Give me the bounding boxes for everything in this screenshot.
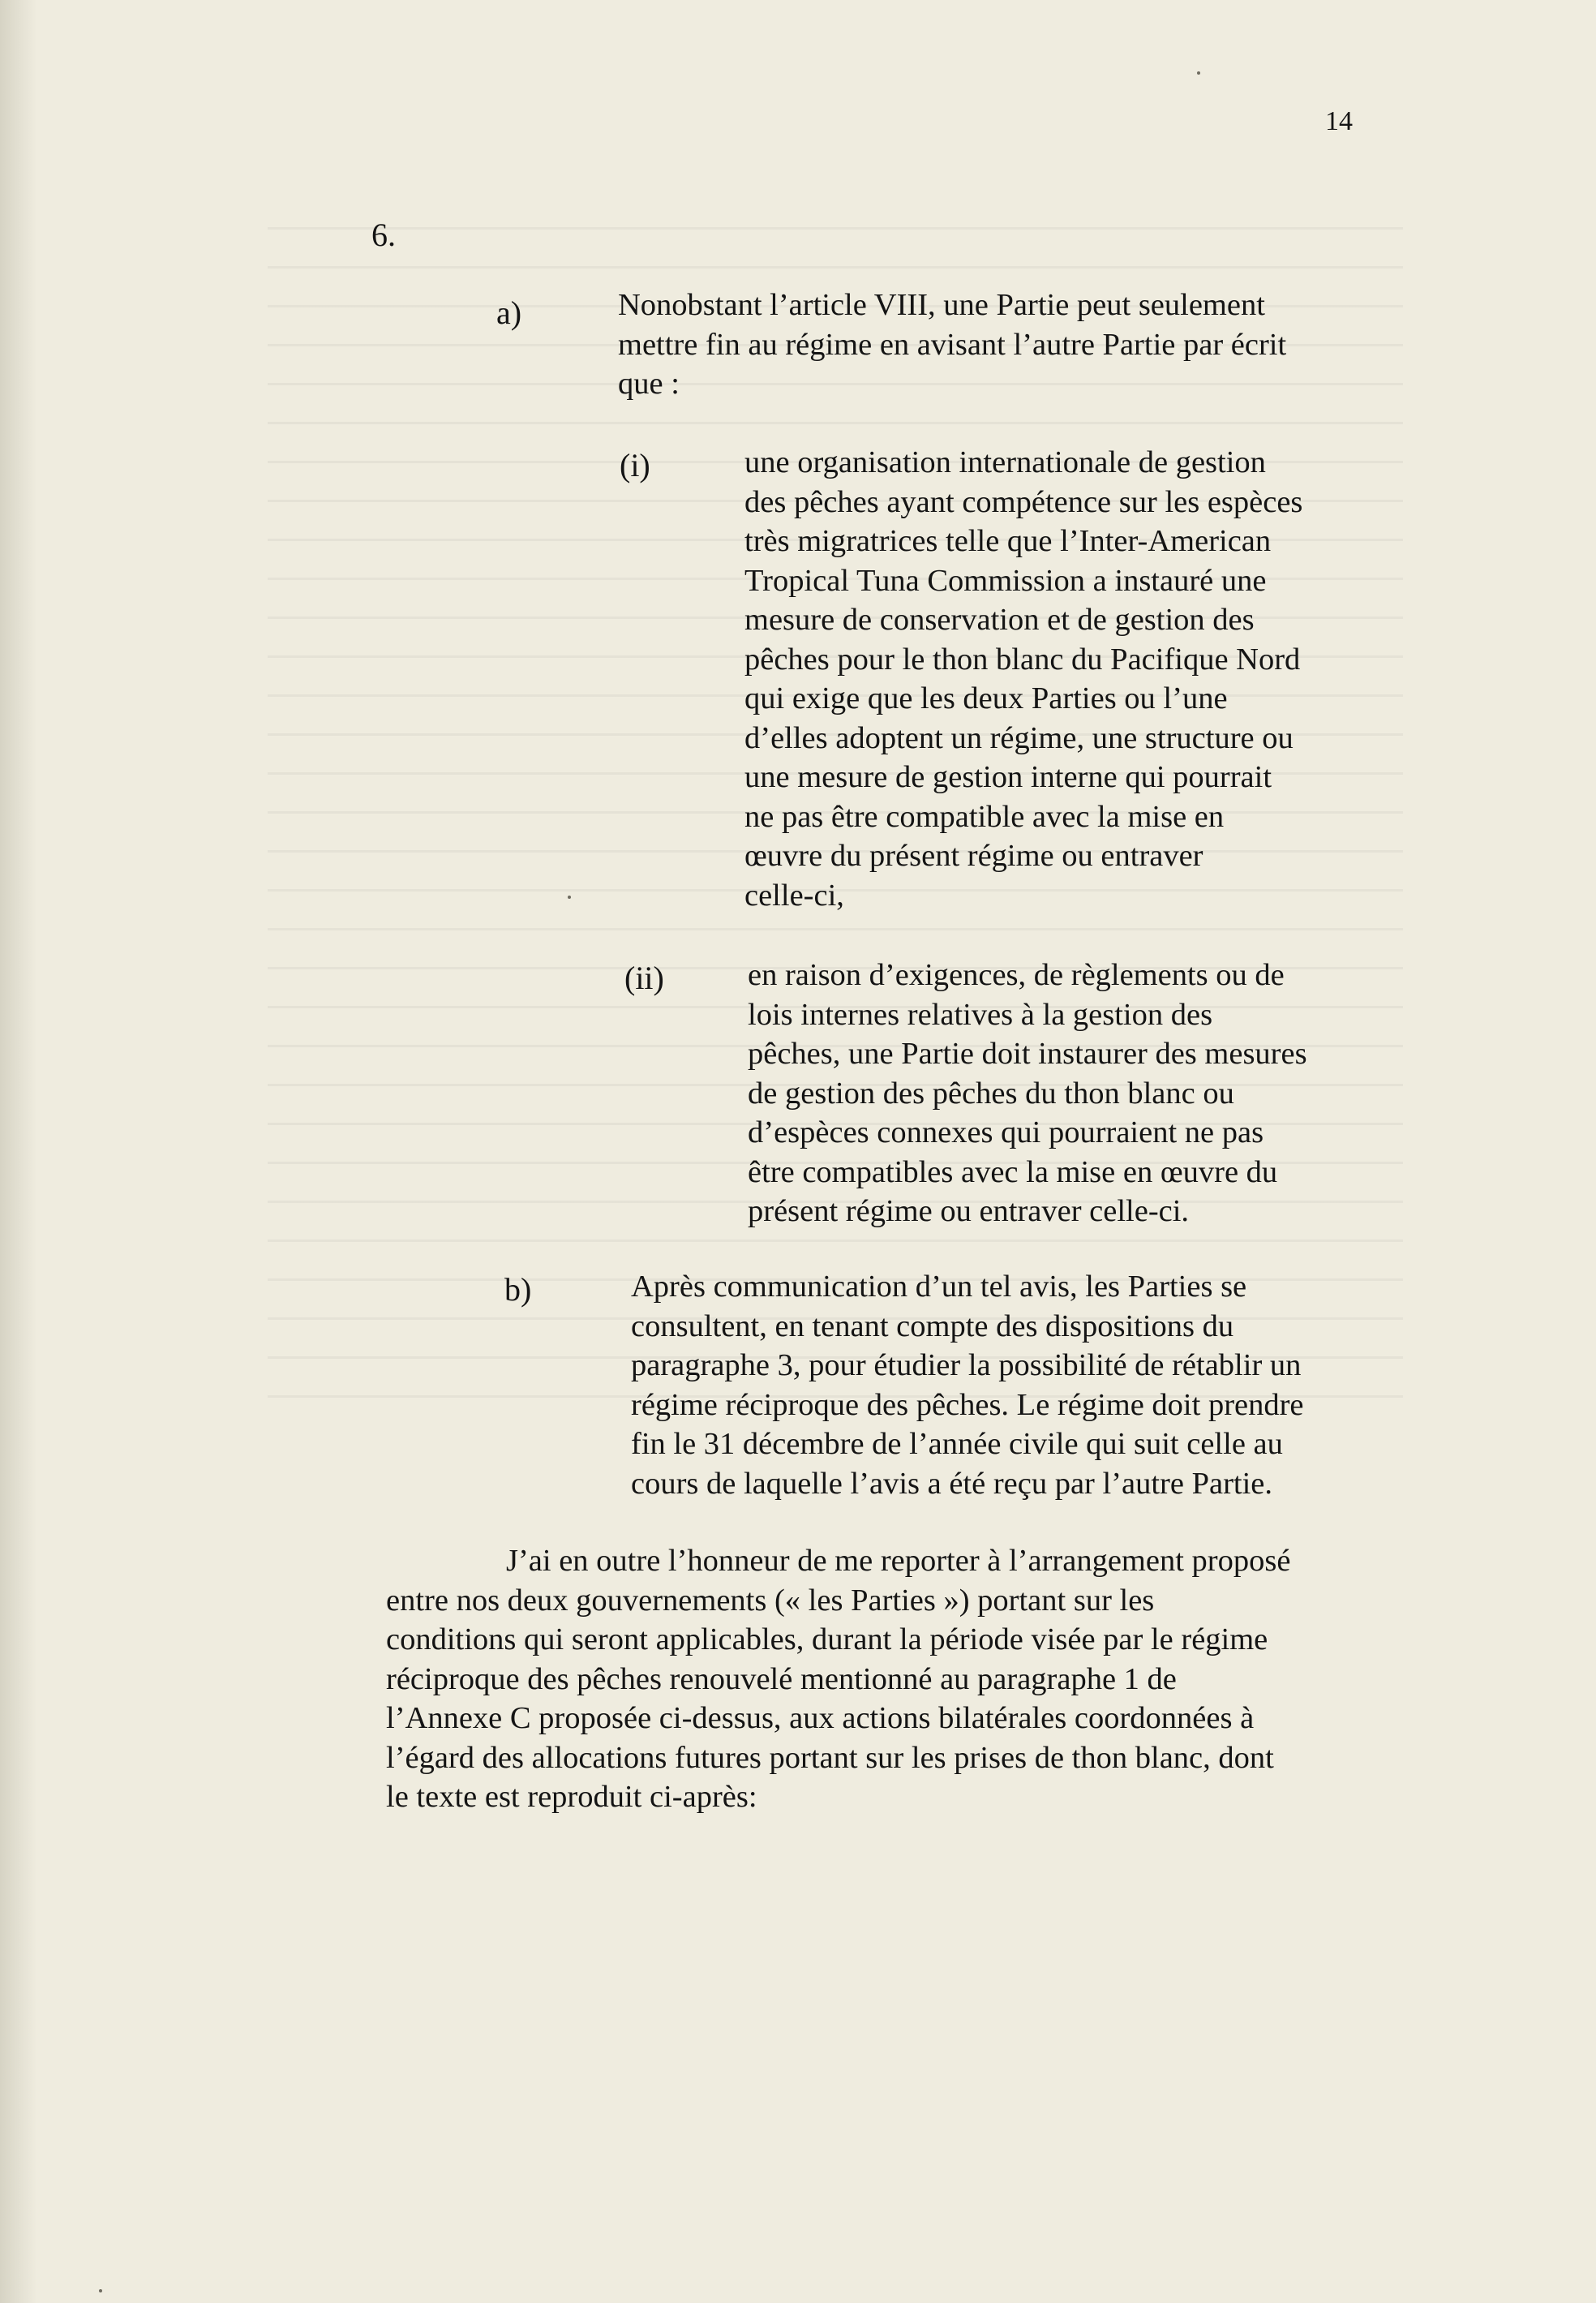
subitem-i-text	[744, 443, 1377, 915]
text-line: cours de laquelle l’avis a été reçu par l’autre Partie.	[631, 1466, 1272, 1501]
text-line: fin le 31 décembre de l’année civile qui suit celle au	[631, 1427, 1283, 1461]
text-line: Après communication d’un tel avis, les Parties se	[631, 1270, 1247, 1304]
text-line: l’Annexe C proposée ci-dessus, aux actions bilatérales coordonnées à	[386, 1701, 1255, 1735]
text-line: le texte est reproduit ci-après:	[386, 1780, 757, 1814]
text-line: en raison d’exigences, de règlements ou de	[748, 958, 1285, 992]
text-line: mesure de conservation et de gestion des	[744, 603, 1255, 637]
text-line: conditions qui seront applicables, durant la période visée par le régime	[386, 1622, 1268, 1656]
text-line: une organisation internationale de gestion	[744, 445, 1266, 479]
text-line: Nonobstant l’article VIII, une Partie peut seulement	[618, 288, 1265, 322]
item-a-text	[618, 286, 1380, 404]
text-line: J’ai en outre l’honneur de me reporter à l’arrangement proposé	[506, 1544, 1291, 1578]
text-line: celle-ci,	[744, 878, 844, 913]
text-line: d’espèces connexes qui pourraient ne pas	[748, 1115, 1264, 1149]
subitem-ii-text	[748, 956, 1380, 1231]
item-a-marker: a)	[496, 294, 522, 331]
text-line: Tropical Tuna Commission a instauré une	[744, 563, 1267, 598]
text-line: pêches, une Partie doit instaurer des mesures	[748, 1037, 1307, 1071]
text-line: consultent, en tenant compte des dispositions du	[631, 1308, 1234, 1343]
text-line: de gestion des pêches du thon blanc ou	[748, 1076, 1234, 1111]
page-edge-shadow	[0, 0, 37, 2303]
text-line: réciproque des pêches renouvelé mentionné au paragraphe 1 de	[386, 1661, 1177, 1696]
text-line: des pêches ayant compétence sur les espèces	[744, 484, 1303, 519]
scan-speck	[568, 896, 571, 899]
text-line: présent régime ou entraver celle-ci.	[748, 1194, 1190, 1228]
section-number: 6.	[371, 217, 396, 253]
text-line: entre nos deux gouvernements (« les Parties ») portant sur les	[386, 1583, 1155, 1618]
text-line: très migratrices telle que l’Inter-American	[744, 524, 1272, 558]
text-line: lois internes relatives à la gestion des	[748, 997, 1213, 1032]
scan-speck	[1197, 71, 1200, 75]
subitem-i-marker: (i)	[620, 447, 650, 483]
text-line: que :	[618, 367, 680, 401]
item-b-text	[631, 1267, 1384, 1503]
scan-speck	[99, 2289, 102, 2292]
item-b-marker: b)	[504, 1271, 532, 1308]
text-line: d’elles adoptent un régime, une structure ou	[744, 720, 1294, 755]
text-line: paragraphe 3, pour étudier la possibilité de rétablir un	[631, 1348, 1302, 1382]
text-line: être compatibles avec la mise en œuvre du	[748, 1154, 1278, 1189]
text-line: régime réciproque des pêches. Le régime doit prendre	[631, 1387, 1304, 1422]
text-line: pêches pour le thon blanc du Pacifique Nord	[744, 642, 1301, 677]
page-number: 14	[1325, 106, 1353, 136]
text-line: mettre fin au régime en avisant l’autre Partie par écrit	[618, 327, 1287, 362]
text-line: une mesure de gestion interne qui pourrait	[744, 760, 1272, 794]
text-line: l’égard des allocations futures portant sur les prises de thon blanc, dont	[386, 1740, 1274, 1775]
text-line: ne pas être compatible avec la mise en	[744, 799, 1225, 834]
closing-paragraph	[386, 1541, 1392, 1817]
subitem-ii-marker: (ii)	[624, 960, 664, 996]
text-line: œuvre du présent régime ou entraver	[744, 839, 1203, 873]
text-line: qui exige que les deux Parties ou l’une	[744, 681, 1228, 715]
